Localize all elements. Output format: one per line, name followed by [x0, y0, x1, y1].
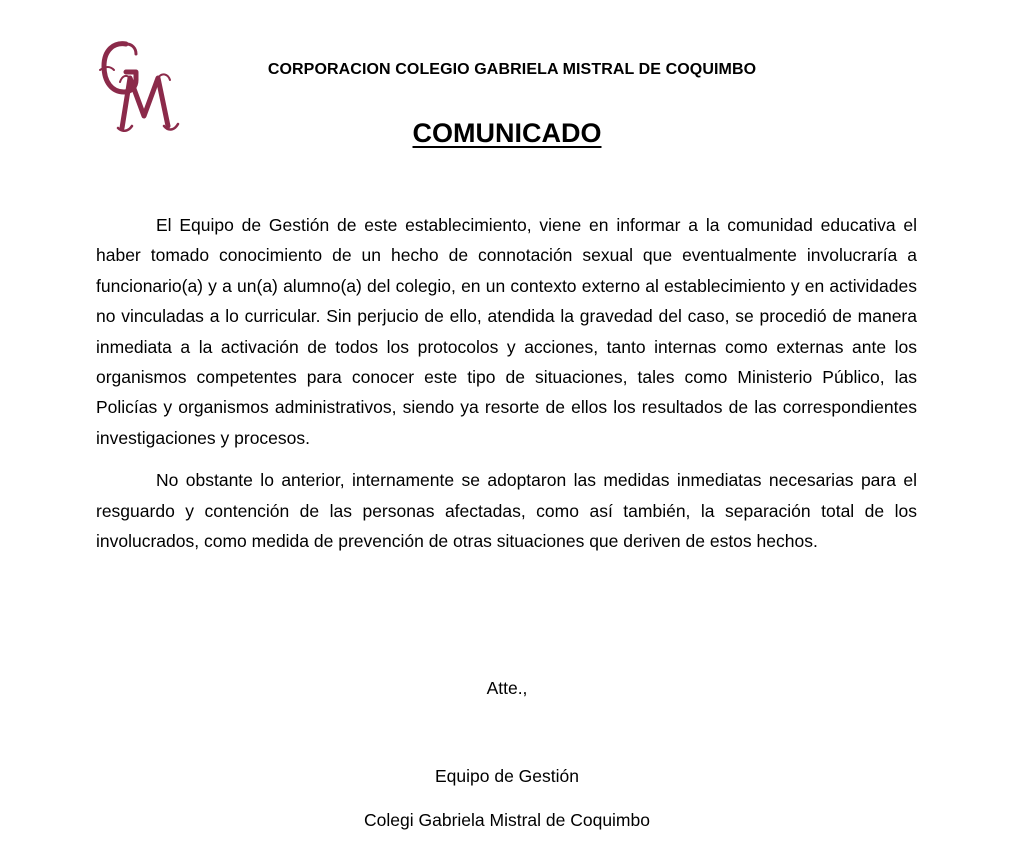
document-body — [96, 210, 917, 568]
institution-name: CORPORACION COLEGIO GABRIELA MISTRAL DE COQUIMBO — [267, 61, 757, 78]
signature-school: Colegi Gabriela Mistral de Coquimbo — [364, 810, 650, 830]
document-title: COMUNICADO — [412, 118, 602, 148]
body-paragraph: El Equipo de Gestión de este establecimiento, viene en informar a la comunidad educativa el haber tomado conocimiento de un hecho de connotación sexual que eventualmente involucraría a funcionario(a) y a un(a) alumno(a) del colegio, en un contexto externo al establecimiento y en actividades no vinculadas a lo curricular. Sin perjucio de ello, atendida la gravedad del caso, se procedió de manera inmediata a la activación de todos los protocolos y acciones, tanto internas como externas ante los organismos competentes para conocer este tipo de situaciones, tales como Ministerio Público, las Policías y organismos administrativos, siendo ya resorte de ellos los resultados de las correspondientes investigaciones y procesos. — [96, 215, 917, 448]
closing-salutation: Atte., — [486, 678, 528, 698]
signature-team: Equipo de Gestión — [435, 766, 579, 786]
body-paragraph: No obstante lo anterior, internamente se adoptaron las medidas inmediatas necesarias para el resguardo y contención de las personas afectadas, como así también, la separación total de los involucrados, como medida de prevención de otras situaciones que deriven de estos hechos. — [96, 470, 917, 552]
